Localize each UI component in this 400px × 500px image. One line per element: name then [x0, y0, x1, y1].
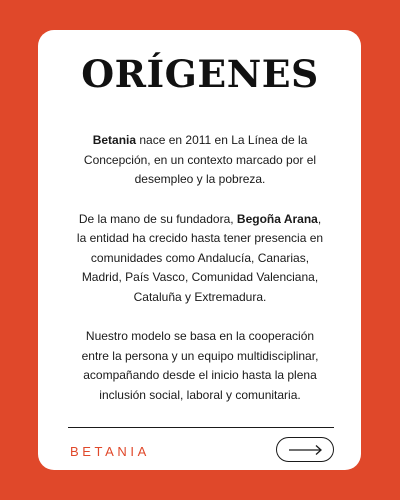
text-span: De la mano de su fundadora,: [78, 211, 237, 226]
footer-divider: [68, 427, 334, 428]
bold-text: Betania: [92, 133, 137, 147]
arrow-right-icon: [289, 444, 323, 456]
text-span: acompañando desde el inicio hasta la plena: [83, 368, 317, 382]
text-span: Nuestro modelo se basa en la cooperación: [85, 329, 315, 343]
paragraph-growth: [0, 210, 400, 308]
brand-logo: BETANIA: [70, 444, 150, 459]
next-button[interactable]: [276, 437, 334, 462]
bold-text: Begoña Arana: [236, 211, 318, 226]
paragraph-model: [0, 327, 400, 405]
text-span: ,: [317, 211, 322, 226]
body-text: [0, 131, 400, 425]
text-span: comunidades como Andalucía, Canarias,: [90, 250, 310, 265]
text-span: inclusión social, laboral y comunitaria.: [99, 387, 301, 402]
paragraph-origin: [0, 131, 400, 190]
text-span: Cataluña y Extremadura.: [133, 289, 267, 304]
text-span: Concepción, en un contexto marcado por el: [83, 152, 317, 167]
text-span: la entidad ha crecido hasta tener presencia en: [76, 231, 324, 245]
text-span: Madrid, País Vasco, Comunidad Valenciana,: [81, 270, 319, 284]
page-title: ORÍGENES: [81, 52, 319, 96]
text-span: entre la persona y un equipo multidisciplinar,: [81, 348, 319, 363]
text-span: desempleo y la pobreza.: [134, 172, 266, 186]
text-span: nace en 2011 en La Línea de la: [136, 133, 308, 147]
